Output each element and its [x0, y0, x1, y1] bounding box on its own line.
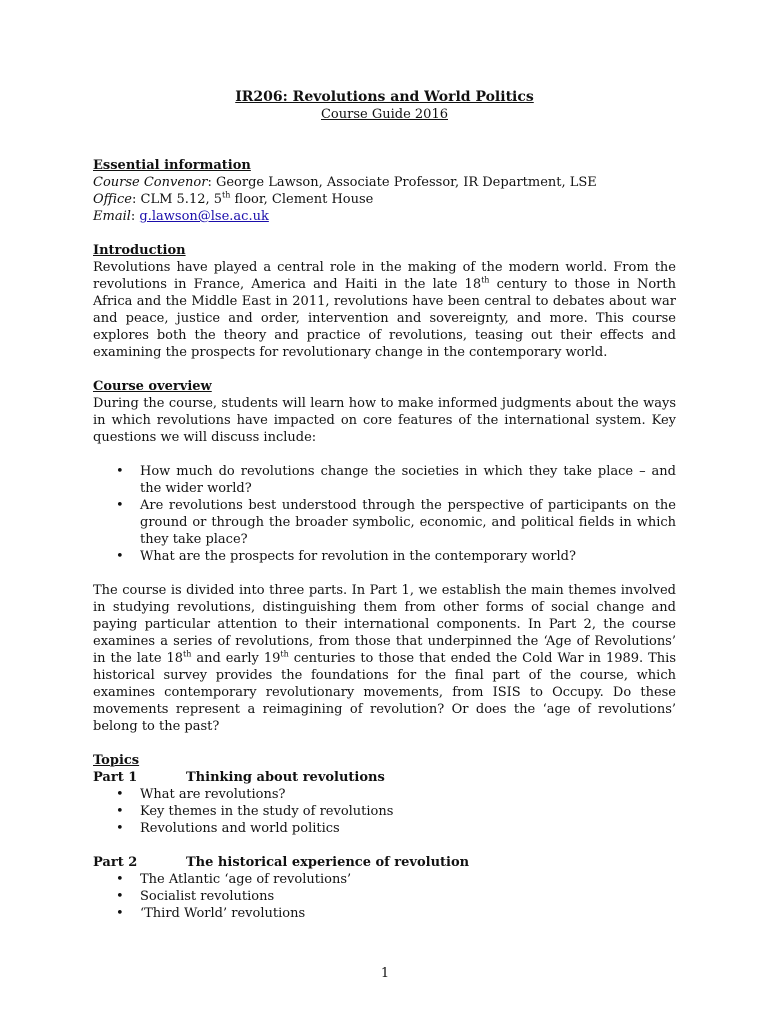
convenor-value: : George Lawson, Associate Professor, IR Department, LSE	[207, 175, 597, 190]
bullet-icon: •	[116, 549, 124, 564]
introduction-heading: Introduction	[93, 243, 186, 258]
bullet-icon: •	[116, 498, 124, 513]
list-item: • What are the prospects for revolution in the contemporary world?	[116, 549, 576, 564]
bullet-icon: •	[116, 804, 124, 819]
part-2-topics-list	[93, 871, 676, 922]
course-overview-heading: Course overview	[93, 379, 212, 394]
page-subtitle: Course Guide 2016	[320, 107, 448, 122]
part-2-title: The historical experience of revolution	[186, 855, 470, 870]
key-questions-list	[93, 463, 676, 565]
bullet-icon: •	[116, 787, 124, 802]
essential-information-section	[93, 157, 676, 225]
email-link[interactable]: g.lawson@lse.ac.uk	[139, 209, 269, 224]
bullet-icon: •	[116, 821, 124, 836]
office-line: Office: CLM 5.12, 5th floor, Clement House	[93, 190, 374, 207]
part-1-topics-list	[93, 786, 676, 837]
email-line: Email: g.lawson@lse.ac.uk	[93, 209, 269, 224]
list-item: • Are revolutions best understood through the perspective of participants on the ground or through the broader symbolic, economic, and political fields in which they take place?	[116, 498, 676, 547]
topics-section	[93, 752, 676, 922]
page-title: IR206: Revolutions and World Politics	[235, 89, 534, 105]
list-item: • Key themes in the study of revolutions	[116, 804, 394, 819]
part-1-title: Thinking about revolutions	[186, 770, 385, 785]
part-2-label: Part 2	[93, 855, 138, 870]
office-label: Office	[93, 192, 132, 207]
course-overview-section	[93, 378, 676, 735]
overview-intro-paragraph: During the course, students will learn how to make informed judgments about the ways in which revolutions have impacted on core features of the international system. Key questions we will discuss include:	[93, 396, 676, 445]
bullet-icon: •	[116, 464, 124, 479]
bullet-icon: •	[116, 872, 124, 887]
topics-heading: Topics	[93, 753, 140, 768]
course-structure-paragraph: The course is divided into three parts. In Part 1, we establish the main themes involved in studying revolutions, distinguishing them from other forms of social change and paying particular attention to their international components. In Part 2, the course examines a series of revolutions, from those that underpinned the ‘Age of Revolutions’ in the late 18th and early 19th centuries to those that ended the Cold War in 1989. This historical survey provides the foundations for the final part of the course, which examines contemporary revolutionary movements, from ISIS to Occupy. Do these movements represent a reimagining of revolution? Or does the ‘age of revolutions’ belong to the past?	[93, 583, 677, 734]
list-item: • ‘Third World’ revolutions	[116, 906, 306, 921]
list-item: • How much do revolutions change the societies in which they take place – and the wider world?	[116, 464, 676, 496]
list-item: • Socialist revolutions	[116, 889, 275, 904]
essential-information-heading: Essential information	[93, 158, 251, 173]
convenor-label: Course Convenor	[93, 175, 208, 190]
page-number: 1	[380, 966, 390, 981]
list-item: • Revolutions and world politics	[116, 821, 340, 836]
list-item: • The Atlantic ‘age of revolutions’	[116, 872, 352, 887]
part-2-header	[93, 854, 676, 871]
document-page	[93, 88, 676, 922]
introduction-section	[93, 242, 676, 361]
introduction-paragraph: Revolutions have played a central role in the making of the modern world. From the revolutions in France, America and Haiti in the late 18th century to those in North Africa and the Middle East in 2011, revolutions have been central to debates about war and peace, justice and order, intervention and sovereignty, and more. This course explores both the theory and practice of revolutions, teasing out their effects and examining the prospects for revolutionary change in the contemporary world.	[93, 260, 676, 360]
part-1-header	[93, 769, 676, 786]
bullet-icon: •	[116, 906, 124, 921]
bullet-icon: •	[116, 889, 124, 904]
list-item: • What are revolutions?	[116, 787, 286, 802]
email-label: Email	[93, 209, 131, 224]
part-1-label: Part 1	[93, 770, 138, 785]
convenor-line	[93, 174, 676, 191]
